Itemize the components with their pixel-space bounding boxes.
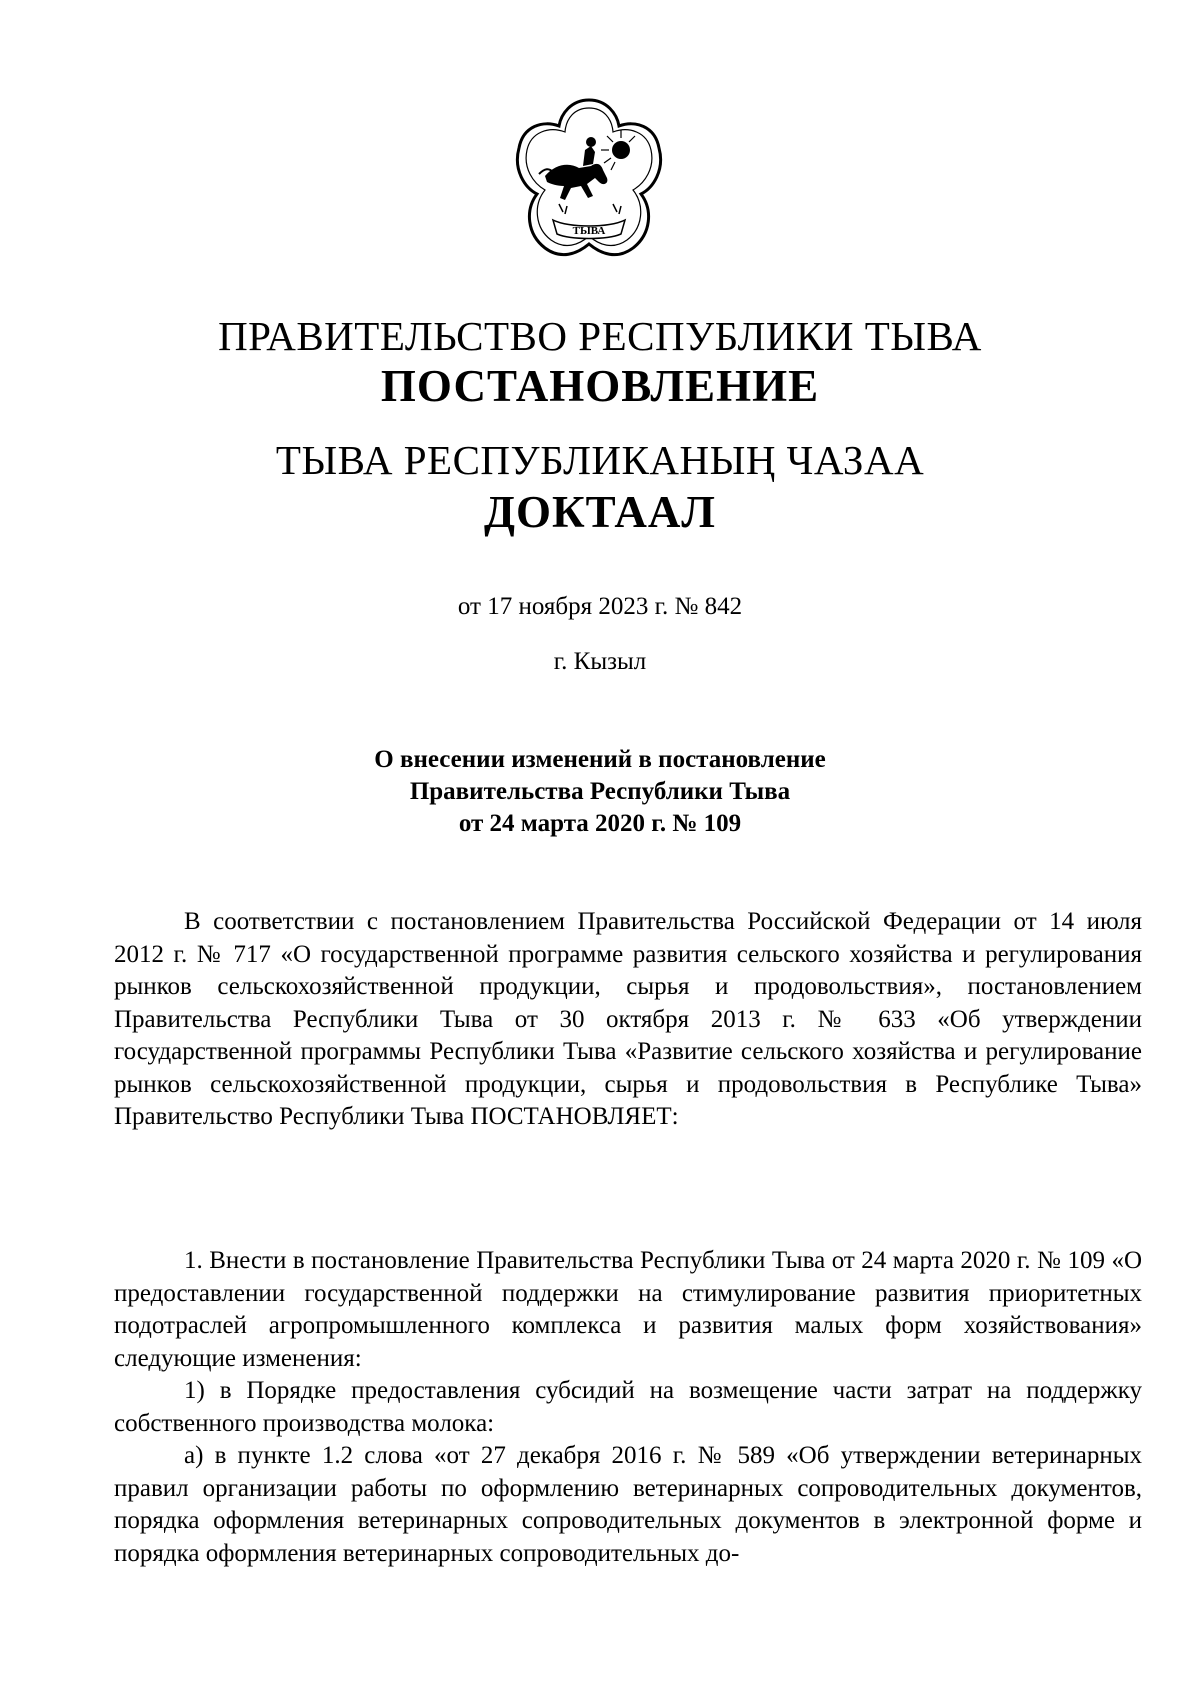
decree-heading-ru: ПОСТАНОВЛЕНИЕ [380, 361, 820, 411]
decree-date-number: от 17 ноября 2023 г. № 842 [457, 593, 743, 620]
government-name-tv: ТЫВА РЕСПУБЛИКАНЫҢ ЧАЗАА [275, 437, 925, 483]
government-name-ru: ПРАВИТЕЛЬСТВО РЕСПУБЛИКИ ТЫВА [218, 313, 982, 359]
decree-title-line-2: Правительства Республики Тыва [409, 778, 791, 805]
amendments-section [114, 1245, 1142, 1570]
decree-heading-tv: ДОКТААЛ [484, 487, 716, 537]
tuva-coat-of-arms-icon [509, 92, 669, 276]
emblem-ribbon-text: ТЫВА [572, 225, 606, 237]
preamble-section [114, 906, 1142, 1134]
subitem-1a-paragraph: а) в пункте 1.2 слова «от 27 декабря 2016 г. № 589 «Об утверждении ветеринарных правил организации работы по оформлению ветеринарных сопроводительных документов, порядка оформления ветеринарных сопроводительных документов в электронной форме и порядка оформления ветеринарных сопроводительных до- [114, 1442, 1142, 1567]
item-1-paragraph: 1. Внести в постановление Правительства Республики Тыва от 24 марта 2020 г. № 109 «О предоставлении государственной поддержки на стимулирование развития приоритетных подотраслей агропромышленного комплекса и развития малых форм хозяйствования» следующие изменения: [114, 1247, 1142, 1372]
preamble-paragraph: В соответствии с постановлением Правительства Российской Федерации от 14 июля 2012 г. № 717 «О государственной программе развития сельского хозяйства и регулирования рынков сельскохозяйственной продукции, сырья и продовольствия», постановлением Правительства Республики Тыва от 30 октября 2013 г. № 633 «Об утверждении государственной программы Республики Тыва «Развитие сельского хозяйства и регулирование рынков сельскохозяйственной продукции, сырья и продовольствия в Республике Тыва» Правительство Республики Тыва ПОСТАНОВЛЯЕТ: [114, 908, 1142, 1130]
decree-title-line-1: О внесении изменений в постановление [374, 746, 826, 773]
decree-title-line-3: от 24 марта 2020 г. № 109 [458, 810, 742, 837]
decree-city: г. Кызыл [553, 648, 647, 675]
decree-title [0, 744, 1200, 840]
subitem-1-paragraph: 1) в Порядке предоставления субсидий на возмещение части затрат на поддержку собственного производства молока: [114, 1377, 1142, 1437]
